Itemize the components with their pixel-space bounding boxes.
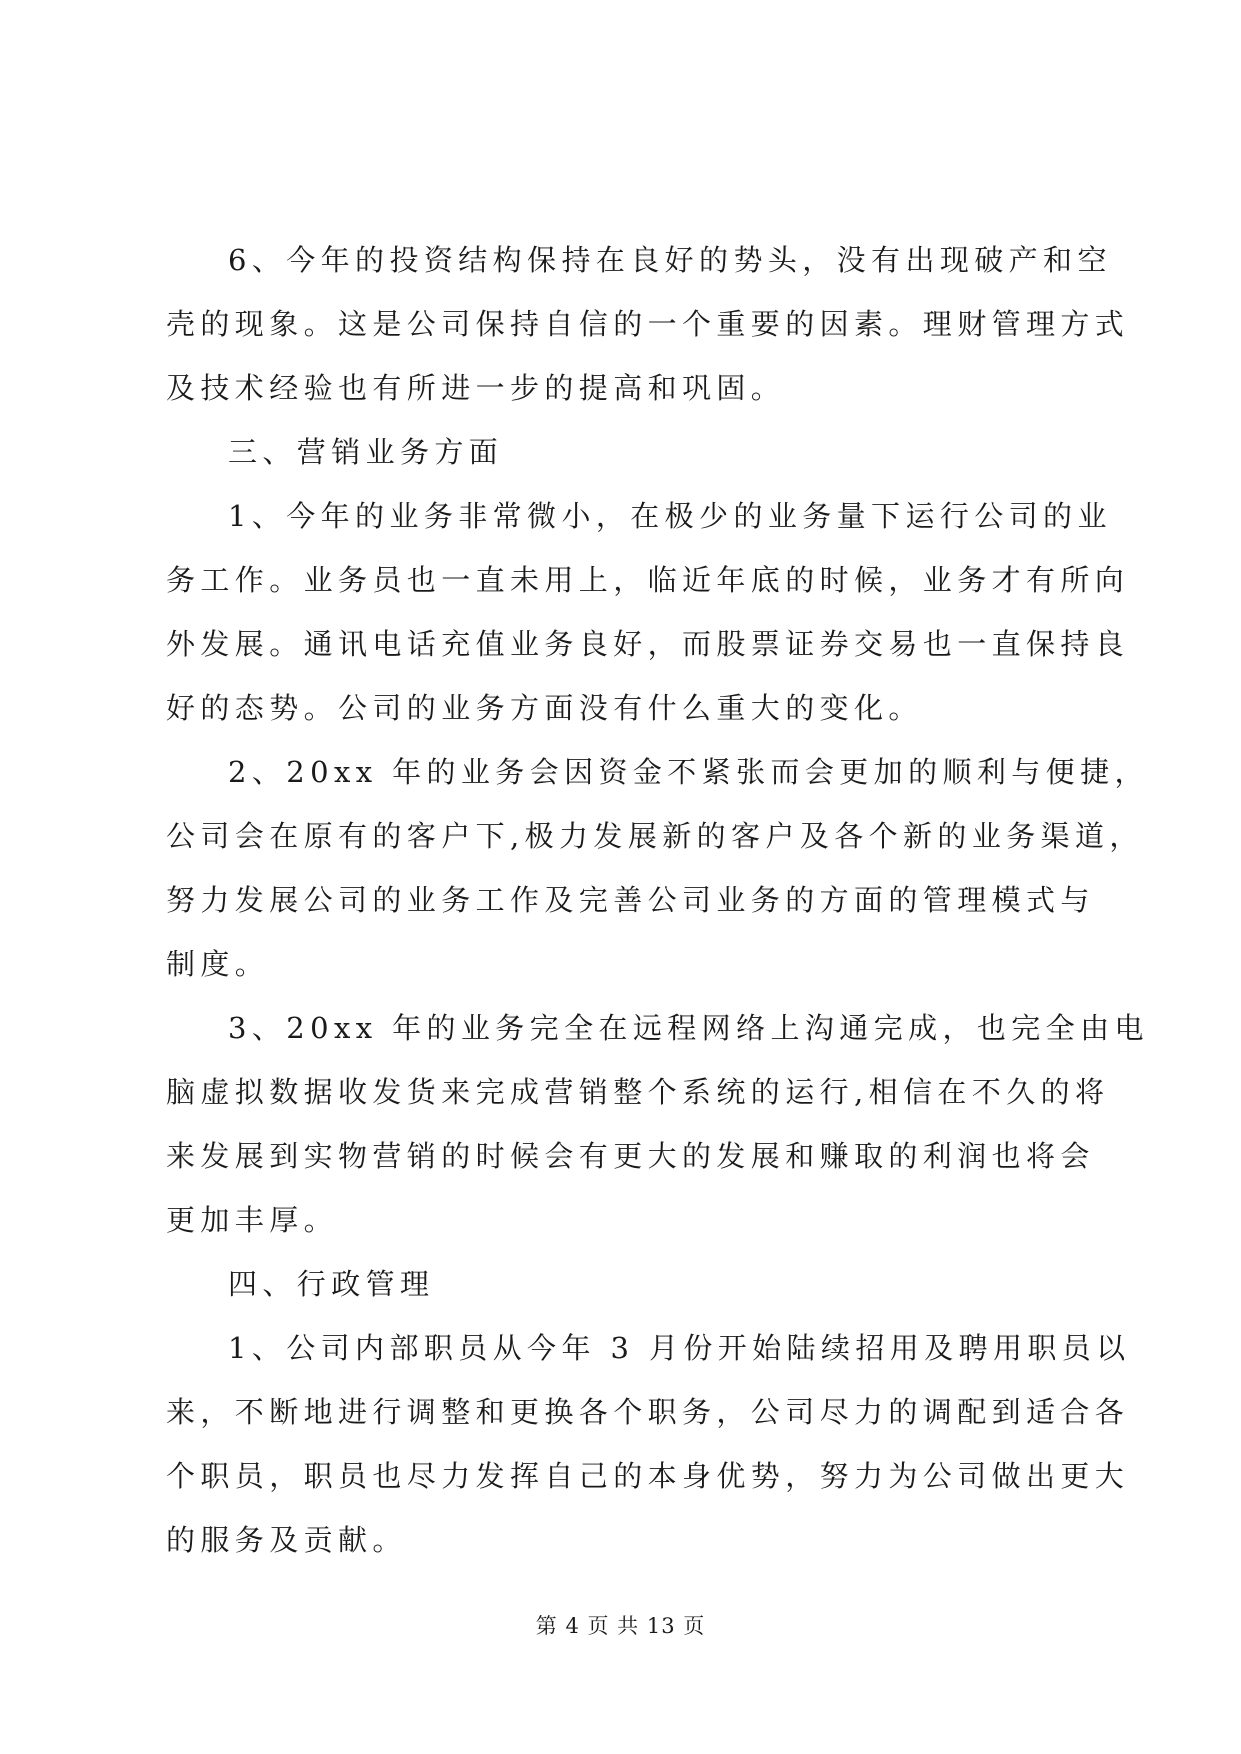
section-heading-administration: 四、行政管理: [228, 1267, 435, 1301]
marketing-item-2-line-4: 制度。: [166, 947, 270, 981]
administration-item-1-line-4: 的服务及贡献。: [166, 1523, 407, 1557]
administration-item-1-line-1: 1、公司内部职员从今年 3 月份开始陆续招用及聘用职员以: [228, 1331, 1131, 1365]
paragraph-6-line-2: 壳的现象。这是公司保持自信的一个重要的因素。理财管理方式: [166, 307, 1130, 341]
marketing-item-2-line-3: 努力发展公司的业务工作及完善公司业务的方面的管理模式与: [166, 883, 1095, 917]
marketing-item-2-line-1: 2、20xx 年的业务会因资金不紧张而会更加的顺利与便捷，: [228, 755, 1149, 789]
marketing-item-1-line-3: 外发展。通讯电话充值业务良好，而股票证券交易也一直保持良: [166, 627, 1130, 661]
marketing-item-3-line-4: 更加丰厚。: [166, 1203, 339, 1237]
marketing-item-1-line-1: 1、今年的业务非常微小，在极少的业务量下运行公司的业: [228, 499, 1112, 533]
marketing-item-3-line-2: 脑虚拟数据收发货来完成营销整个系统的运行,相信在不久的将: [166, 1075, 1110, 1109]
document-body: [166, 228, 1149, 1572]
section-heading-marketing: 三、营销业务方面: [228, 435, 504, 469]
marketing-item-2-line-2: 公司会在原有的客户下,极力发展新的客户及各个新的业务渠道，: [166, 819, 1144, 853]
administration-item-1-line-3: 个职员，职员也尽力发挥自己的本身优势，努力为公司做出更大: [166, 1459, 1130, 1493]
marketing-item-3-line-3: 来发展到实物营销的时候会有更大的发展和赚取的利润也将会: [166, 1139, 1095, 1173]
paragraph-6-line-3: 及技术经验也有所进一步的提高和巩固。: [166, 371, 786, 405]
marketing-item-3-line-1: 3、20xx 年的业务完全在远程网络上沟通完成，也完全由电: [228, 1011, 1149, 1045]
paragraph-6-line-1: 6、今年的投资结构保持在良好的势头，没有出现破产和空: [228, 243, 1112, 277]
marketing-item-1-line-2: 务工作。业务员也一直未用上，临近年底的时候，业务才有所向: [166, 563, 1130, 597]
marketing-item-1-line-4: 好的态势。公司的业务方面没有什么重大的变化。: [166, 691, 923, 725]
administration-item-1-line-2: 来，不断地进行调整和更换各个职务，公司尽力的调配到适合各: [166, 1395, 1130, 1429]
page-number-footer: 第 4 页 共 13 页: [535, 1614, 706, 1638]
